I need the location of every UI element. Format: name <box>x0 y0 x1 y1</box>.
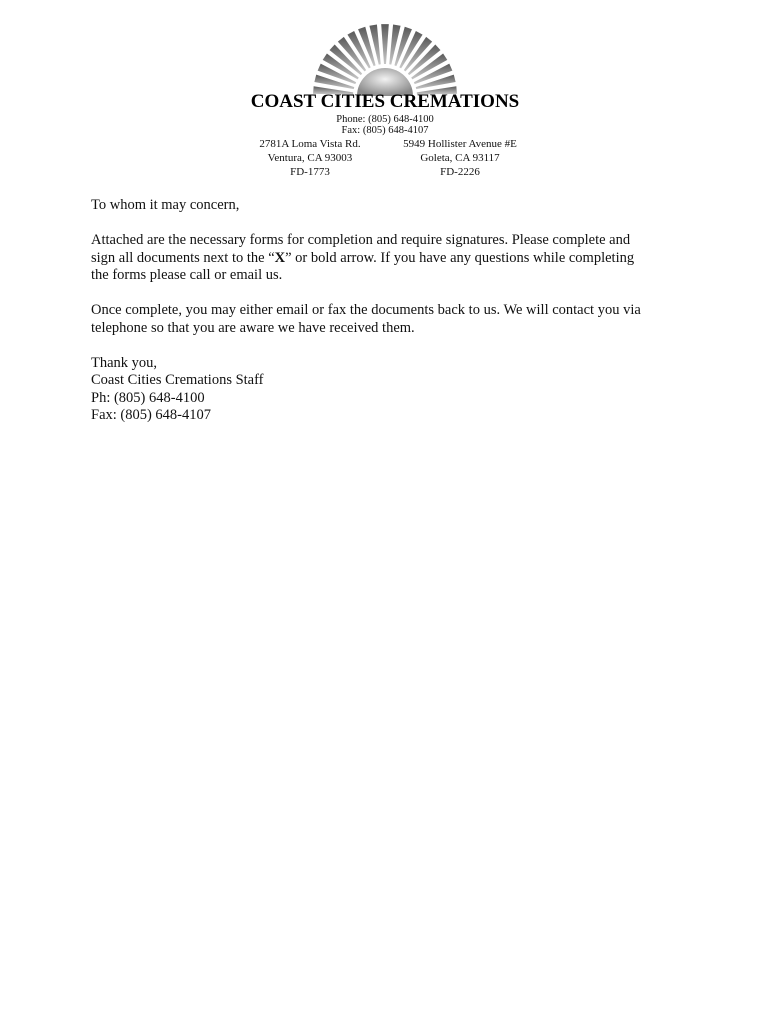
sun-ray <box>314 75 354 89</box>
letter-body <box>91 197 651 425</box>
paragraph-instructions-end: ” or bold arrow. If you have any questions while completing the forms please call or email us. <box>91 249 635 283</box>
sun-ray <box>416 75 456 89</box>
signature-fax: Fax: (805) 648-4107 <box>91 407 212 423</box>
location-ventura <box>245 137 375 179</box>
x-mark: X <box>274 249 286 266</box>
location-city: Ventura, CA 93003 <box>267 152 353 164</box>
location-street: 2781A Loma Vista Rd. <box>259 138 361 150</box>
greeting: To whom it may concern, <box>91 197 240 213</box>
location-goleta <box>370 137 550 179</box>
paragraph-instructions-start: Attached are the necessary forms for completion and require signatures. Please complete and sign all documents next to the “ <box>91 232 631 266</box>
location-license: FD-1773 <box>290 166 330 178</box>
header-phone: Phone: (805) 648-4100 <box>336 114 434 125</box>
signature-phone: Ph: (805) 648-4100 <box>91 389 205 406</box>
sunburst-logo <box>285 22 485 96</box>
location-license: FD-2226 <box>440 166 480 178</box>
signature: Coast Cities Cremations Staff <box>91 372 264 388</box>
paragraph-return: Once complete, you may either email or fax the documents back to us. We will contact you via telephone so that you are aware we have received them. <box>91 302 641 336</box>
closing-block <box>91 355 651 425</box>
paragraph-instructions <box>91 232 651 285</box>
location-street: 5949 Hollister Avenue #E <box>403 138 517 150</box>
sun-ray <box>381 24 389 64</box>
header-fax: Fax: (805) 648-4107 <box>341 125 429 136</box>
closing: Thank you, <box>91 354 158 371</box>
location-city: Goleta, CA 93117 <box>420 152 500 164</box>
company-name: COAST CITIES CREMATIONS <box>250 91 520 112</box>
